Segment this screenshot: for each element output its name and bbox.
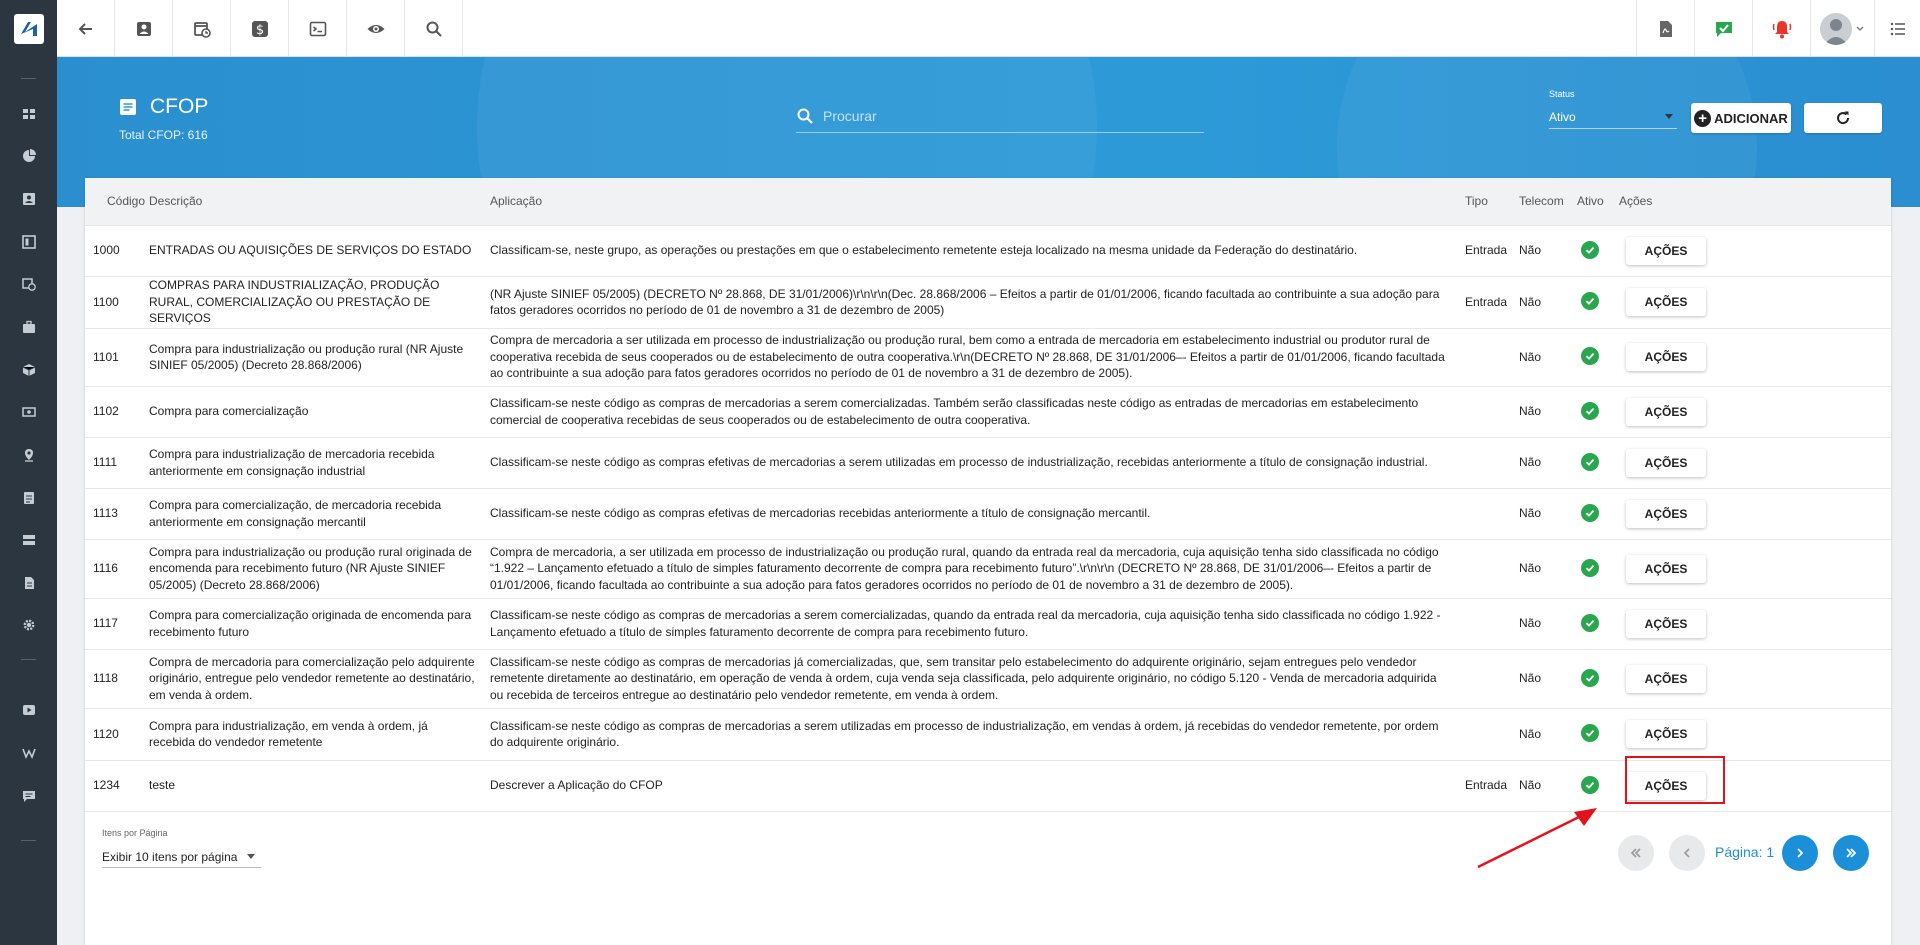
- cell-telecom: Não: [1519, 649, 1577, 708]
- items-per-page: [102, 828, 261, 868]
- current-page: Página: 1: [1715, 844, 1775, 860]
- contact-card-icon: [134, 19, 154, 39]
- column-header-aplicacao[interactable]: Aplicação: [490, 178, 1465, 225]
- cell-telecom: Não: [1519, 437, 1577, 488]
- messages-button[interactable]: [1694, 0, 1752, 57]
- sidebar-item-videos[interactable]: [0, 695, 57, 725]
- cell-descricao: Compra de mercadoria para comercialização pelo adquirente originário, entregue pelo vendedor remetente ao destinatário, em venda à ordem.: [149, 649, 490, 708]
- search-box: [796, 99, 1204, 133]
- table-row[interactable]: [85, 276, 1891, 328]
- actions-button[interactable]: AÇÕES: [1626, 343, 1706, 371]
- actions-button[interactable]: AÇÕES: [1626, 449, 1706, 477]
- column-header-tipo[interactable]: Tipo: [1465, 178, 1519, 225]
- table-row[interactable]: [85, 760, 1891, 811]
- cell-tipo: [1465, 539, 1519, 598]
- back-button[interactable]: [57, 0, 115, 57]
- avatar: [1820, 13, 1852, 45]
- cell-tipo: [1465, 488, 1519, 539]
- table-row[interactable]: [85, 598, 1891, 649]
- actions-button[interactable]: AÇÕES: [1626, 237, 1706, 265]
- cell-codigo: 1000: [85, 225, 149, 276]
- money-icon: [22, 405, 36, 419]
- column-header-descricao[interactable]: Descrição: [149, 178, 490, 225]
- sidebar-item-server[interactable]: [0, 525, 57, 555]
- cell-telecom: Não: [1519, 598, 1577, 649]
- contact-icon: [22, 192, 36, 206]
- cell-tipo: [1465, 649, 1519, 708]
- column-header-telecom[interactable]: Telecom: [1519, 178, 1577, 225]
- sidebar: [0, 57, 57, 945]
- chevron-left-icon: [1680, 846, 1694, 860]
- actions-button[interactable]: AÇÕES: [1626, 720, 1706, 748]
- sidebar-item-files[interactable]: [0, 568, 57, 598]
- sidebar-item-chat[interactable]: [0, 781, 57, 811]
- chat-check-icon: [1714, 19, 1734, 39]
- cell-telecom: Não: [1519, 488, 1577, 539]
- table-row[interactable]: [85, 386, 1891, 437]
- menu-list-button[interactable]: [1874, 0, 1920, 57]
- total-count: Total CFOP: 616: [119, 128, 208, 142]
- cell-aplicacao: Classificam-se neste código as compras efetivas de mercadorias recebidas anteriormente a título de consignação mercantil.: [490, 488, 1465, 539]
- cell-ativo: [1577, 649, 1619, 708]
- next-page-button[interactable]: [1782, 835, 1818, 871]
- status-select[interactable]: [1549, 105, 1677, 129]
- cell-codigo: 1102: [85, 386, 149, 437]
- cell-tipo: Entrada: [1465, 760, 1519, 811]
- cell-codigo: 1118: [85, 649, 149, 708]
- sidebar-divider: [21, 659, 36, 660]
- document-icon: [119, 98, 137, 116]
- check-circle-icon: [1581, 504, 1599, 522]
- server-icon: [22, 533, 36, 547]
- cell-telecom: Não: [1519, 386, 1577, 437]
- cell-ativo: [1577, 437, 1619, 488]
- cell-aplicacao: Compra de mercadoria a ser utilizada em processo de industrialização ou produção rural, bem como a entrada de mercadoria em estabelecimento industrial ou produtor rural de cooperativa recebida de seus cooperados ou de estabelecimento de outra cooperativa.\r\n(DECRETO Nº 28.868, DE 31/01/2006–- Efeitos a partir de 01/01/2006, ficando facultada ao contribuinte a sua adoção para fatos geradores ocorridos no período de 01 de novembro a 31 de dezembro de 2005).: [490, 328, 1465, 386]
- cell-telecom: Não: [1519, 328, 1577, 386]
- actions-button[interactable]: AÇÕES: [1626, 555, 1706, 583]
- arrow-left-icon: [76, 19, 96, 39]
- calendar-clock-icon: [22, 277, 36, 291]
- add-button[interactable]: [1691, 103, 1791, 133]
- check-circle-icon: [1581, 292, 1599, 310]
- cell-codigo: 1100: [85, 276, 149, 328]
- cell-ativo: [1577, 488, 1619, 539]
- grid-icon: [22, 107, 36, 121]
- cell-descricao: teste: [149, 760, 490, 811]
- sidebar-item-location[interactable]: [0, 440, 57, 470]
- caret-down-icon: [247, 854, 255, 859]
- cell-codigo: 1117: [85, 598, 149, 649]
- cell-descricao: Compra para comercialização, de mercadoria recebida anteriormente em consignação mercantil: [149, 488, 490, 539]
- cell-tipo: [1465, 328, 1519, 386]
- cell-aplicacao: Classificam-se neste código as compras de mercadorias a serem comercializadas, quando da entrada real da mercadoria, cuja aquisição tenha sido classificada no código 1.922 - Lançamento efetuado a título de simples faturamento decorrente de compra para recebimento futuro.: [490, 598, 1465, 649]
- dollar-icon: [250, 19, 270, 39]
- cell-descricao: Compra para comercialização originada de encomenda para recebimento futuro: [149, 598, 490, 649]
- search-icon: [424, 19, 444, 39]
- cell-telecom: Não: [1519, 760, 1577, 811]
- check-circle-icon: [1581, 402, 1599, 420]
- user-menu[interactable]: [1810, 0, 1874, 57]
- column-header-acoes: Ações: [1619, 178, 1891, 225]
- terminal-icon: [308, 19, 328, 39]
- cell-descricao: Compra para comercialização: [149, 386, 490, 437]
- pie-chart-icon: [22, 149, 36, 163]
- add-button-label: ADICIONAR: [1714, 110, 1788, 126]
- chevron-right-icon: [1793, 846, 1807, 860]
- sidebar-item-settings[interactable]: [0, 610, 57, 640]
- check-circle-icon: [1581, 453, 1599, 471]
- cell-descricao: Compra para industrialização ou produção rural originada de encomenda para recebimento futuro (NR Ajuste SINIEF 05/2005) (Decreto 28.868/2006): [149, 539, 490, 598]
- cell-aplicacao: Classificam-se neste código as compras de mercadorias a serem utilizadas em processo de industrialização, em vendas à ordem, já recebidas do vendedor remetente, por ordem do adquirente originário.: [490, 708, 1465, 760]
- sidebar-item-wiki[interactable]: [0, 738, 57, 768]
- calendar-clock-icon: [192, 19, 212, 39]
- table-row[interactable]: [85, 488, 1891, 539]
- pdf-button[interactable]: [1636, 0, 1694, 57]
- page-title-text: CFOP: [150, 95, 209, 118]
- cell-aplicacao: Classificam-se, neste grupo, as operações ou prestações em que o estabelecimento remetente esteja localizado na mesma unidade da Federação do destinatário.: [490, 225, 1465, 276]
- svg-text:$: $: [255, 22, 264, 38]
- view-button[interactable]: [347, 0, 405, 57]
- check-circle-icon: [1581, 776, 1599, 794]
- cell-acoes: [1619, 437, 1891, 488]
- plus-circle-icon: +: [1694, 110, 1711, 127]
- table-row[interactable]: [85, 225, 1891, 276]
- app-logo[interactable]: [0, 0, 57, 57]
- cell-ativo: [1577, 539, 1619, 598]
- terminal-button[interactable]: [289, 0, 347, 57]
- file-icon: [22, 576, 36, 590]
- cell-acoes: [1619, 649, 1891, 708]
- cell-descricao: Compra para industrialização ou produção rural (NR Ajuste SINIEF 05/2005) (Decreto 28.868/2006): [149, 328, 490, 386]
- cell-descricao: ENTRADAS OU AQUISIÇÕES DE SERVIÇOS DO ESTADO: [149, 225, 490, 276]
- cell-descricao: COMPRAS PARA INDUSTRIALIZAÇÃO, PRODUÇÃO RURAL, COMERCIALIZAÇÃO OU PRESTAÇÃO DE SERVIÇOS: [149, 276, 490, 328]
- cell-aplicacao: Descrever a Aplicação do CFOP: [490, 760, 1465, 811]
- table-row[interactable]: [85, 437, 1891, 488]
- cell-tipo: [1465, 598, 1519, 649]
- cell-descricao: Compra para industrialização, em venda à ordem, já recebida do vendedor remetente: [149, 708, 490, 760]
- actions-button[interactable]: AÇÕES: [1626, 398, 1706, 426]
- table-body: [85, 225, 1891, 811]
- table-row[interactable]: [85, 649, 1891, 708]
- check-circle-icon: [1581, 347, 1599, 365]
- table-row[interactable]: [85, 708, 1891, 760]
- cell-codigo: 1234: [85, 760, 149, 811]
- cfop-table: [85, 178, 1891, 812]
- cell-aplicacao: (NR Ajuste SINIEF 05/2005) (DECRETO Nº 28.868, DE 31/01/2006)\r\n\r\n(Dec. 28.868/2006 – Efeitos a partir de 01/01/2006, ficando facultada ao contribuinte a sua adoção para fatos geradores ocorridos no período de 01 de novembro a 31 de dezembro de 2005): [490, 276, 1465, 328]
- search-icon: [796, 107, 814, 125]
- cell-tipo: [1465, 386, 1519, 437]
- chat-icon: [22, 789, 36, 803]
- cell-acoes: [1619, 708, 1891, 760]
- cell-tipo: Entrada: [1465, 276, 1519, 328]
- cell-codigo: 1111: [85, 437, 149, 488]
- actions-button[interactable]: AÇÕES: [1626, 288, 1706, 316]
- sidebar-item-business[interactable]: [0, 312, 57, 342]
- cfop-card: [85, 178, 1891, 945]
- sidebar-item-schedule[interactable]: [0, 269, 57, 299]
- sidebar-divider: [21, 840, 36, 841]
- cell-ativo: [1577, 386, 1619, 437]
- cube-icon: [22, 363, 36, 377]
- sidebar-item-contacts[interactable]: [0, 184, 57, 214]
- sidebar-item-documents[interactable]: [0, 483, 57, 513]
- first-page-button[interactable]: [1618, 835, 1654, 871]
- cell-ativo: [1577, 598, 1619, 649]
- sidebar-item-dashboard[interactable]: [0, 99, 57, 129]
- check-circle-icon: [1581, 559, 1599, 577]
- cell-acoes: [1619, 539, 1891, 598]
- column-header-codigo[interactable]: Código: [85, 178, 149, 225]
- finance-button[interactable]: [231, 0, 289, 57]
- check-circle-icon: [1581, 614, 1599, 632]
- cell-ativo: [1577, 225, 1619, 276]
- status-value: Ativo: [1549, 109, 1576, 124]
- board-icon: [22, 235, 36, 249]
- actions-button[interactable]: AÇÕES: [1626, 772, 1706, 800]
- cell-acoes: [1619, 598, 1891, 649]
- top-search-button[interactable]: [405, 0, 463, 57]
- table-header-row: [85, 178, 1891, 225]
- cell-telecom: Não: [1519, 539, 1577, 598]
- page-title: [119, 95, 208, 119]
- items-per-page-label: Itens por Página: [102, 828, 168, 838]
- sidebar-divider: [21, 78, 36, 79]
- chevron-down-icon: [1855, 24, 1865, 34]
- cell-aplicacao: Classificam-se neste código as compras efetivas de mercadorias a serem utilizadas em processo de industrialização, recebidas anteriormente a título de consignação industrial.: [490, 437, 1465, 488]
- logo-icon: [14, 14, 44, 44]
- highlight-box: [1625, 756, 1725, 804]
- pdf-file-icon: [1656, 19, 1676, 39]
- cell-codigo: 1116: [85, 539, 149, 598]
- items-per-page-select[interactable]: [102, 846, 261, 868]
- cell-ativo: [1577, 328, 1619, 386]
- double-chevron-right-icon: [1844, 846, 1858, 860]
- cell-aplicacao: Classificam-se neste código as compras de mercadorias a serem comercializadas. Também serão classificadas neste código as entradas de mercadorias em estabelecimento comercial de cooperativa recebidas de seus cooperados ou de estabelecimento de outra cooperativa.: [490, 386, 1465, 437]
- actions-button[interactable]: AÇÕES: [1626, 610, 1706, 638]
- list-icon: [1889, 20, 1907, 38]
- bell-icon: [1771, 18, 1793, 40]
- check-circle-icon: [1581, 241, 1599, 259]
- cell-tipo: [1465, 708, 1519, 760]
- cell-acoes: [1619, 328, 1891, 386]
- wiki-icon: [22, 746, 36, 760]
- cell-acoes: [1619, 488, 1891, 539]
- search-input[interactable]: [823, 103, 1193, 129]
- sidebar-item-products[interactable]: [0, 355, 57, 385]
- cell-aplicacao: Compra de mercadoria, a ser utilizada em processo de industrialização ou produção rural, quando da entrada real da mercadoria, cuja aquisição tenha sido classificada no código “1.922 – Lançamento efetuado a título de simples faturamento decorrente de compra para recebimento futuro”.\r\n\r\n (DECRETO Nº 28.868, DE 31/01/2006–- Efeitos a partir de 01/01/2006, ficando facultada ao contribuinte a sua adoção para fatos geradores ocorridos no período de 01 de novembro a 31 de dezembro de 2005).: [490, 539, 1465, 598]
- sidebar-item-reports[interactable]: [0, 141, 57, 171]
- sidebar-item-board[interactable]: [0, 227, 57, 257]
- cell-acoes: [1619, 276, 1891, 328]
- last-page-button[interactable]: [1833, 835, 1869, 871]
- items-per-page-value: Exibir 10 itens por página: [102, 849, 238, 864]
- schedule-button[interactable]: [173, 0, 231, 57]
- table-row[interactable]: [85, 539, 1891, 598]
- check-circle-icon: [1581, 724, 1599, 742]
- cell-telecom: Não: [1519, 276, 1577, 328]
- cell-codigo: 1113: [85, 488, 149, 539]
- cell-tipo: Entrada: [1465, 225, 1519, 276]
- cell-codigo: 1101: [85, 328, 149, 386]
- column-header-ativo[interactable]: Ativo: [1577, 178, 1619, 225]
- notifications-button[interactable]: [1752, 0, 1810, 57]
- cell-telecom: Não: [1519, 708, 1577, 760]
- top-bar: [0, 0, 1920, 57]
- table-row[interactable]: [85, 328, 1891, 386]
- cell-tipo: [1465, 437, 1519, 488]
- status-label: Status: [1549, 89, 1575, 99]
- refresh-icon: [1834, 109, 1852, 127]
- contacts-button[interactable]: [115, 0, 173, 57]
- gear-icon: [22, 618, 36, 632]
- cell-descricao: Compra para industrialização de mercadoria recebida anteriormente em consignação industrial: [149, 437, 490, 488]
- cell-telecom: Não: [1519, 225, 1577, 276]
- cell-ativo: [1577, 708, 1619, 760]
- prev-page-button[interactable]: [1669, 835, 1705, 871]
- cell-codigo: 1120: [85, 708, 149, 760]
- arrow-annotation: [1470, 800, 1610, 875]
- double-chevron-left-icon: [1629, 846, 1643, 860]
- check-circle-icon: [1581, 669, 1599, 687]
- refresh-button[interactable]: [1804, 103, 1882, 133]
- cell-acoes: [1619, 386, 1891, 437]
- cell-acoes: [1619, 225, 1891, 276]
- actions-button[interactable]: AÇÕES: [1626, 665, 1706, 693]
- actions-button[interactable]: AÇÕES: [1626, 500, 1706, 528]
- map-pin-icon: [22, 448, 36, 462]
- status-filter: [1549, 89, 1677, 129]
- cell-aplicacao: Classificam-se neste código as compras de mercadorias já comercializadas, que, sem transitar pelo estabelecimento do adquirente originário, sejam entregues pelo vendedor remetente diretamente ao destinatário, em operação de venda à ordem, cuja venda seja classificada, pelo adquirente originário, no código 5.120 - Venda de mercadoria adquirida ou recebida de terceiros entregue ao destinatário pelo vendedor remetente, em venda à ordem.: [490, 649, 1465, 708]
- document-icon: [22, 491, 36, 505]
- caret-down-icon: [1665, 114, 1673, 119]
- briefcase-icon: [22, 320, 36, 334]
- cell-ativo: [1577, 276, 1619, 328]
- sidebar-item-finance[interactable]: [0, 397, 57, 427]
- play-icon: [22, 703, 36, 717]
- eye-icon: [366, 19, 386, 39]
